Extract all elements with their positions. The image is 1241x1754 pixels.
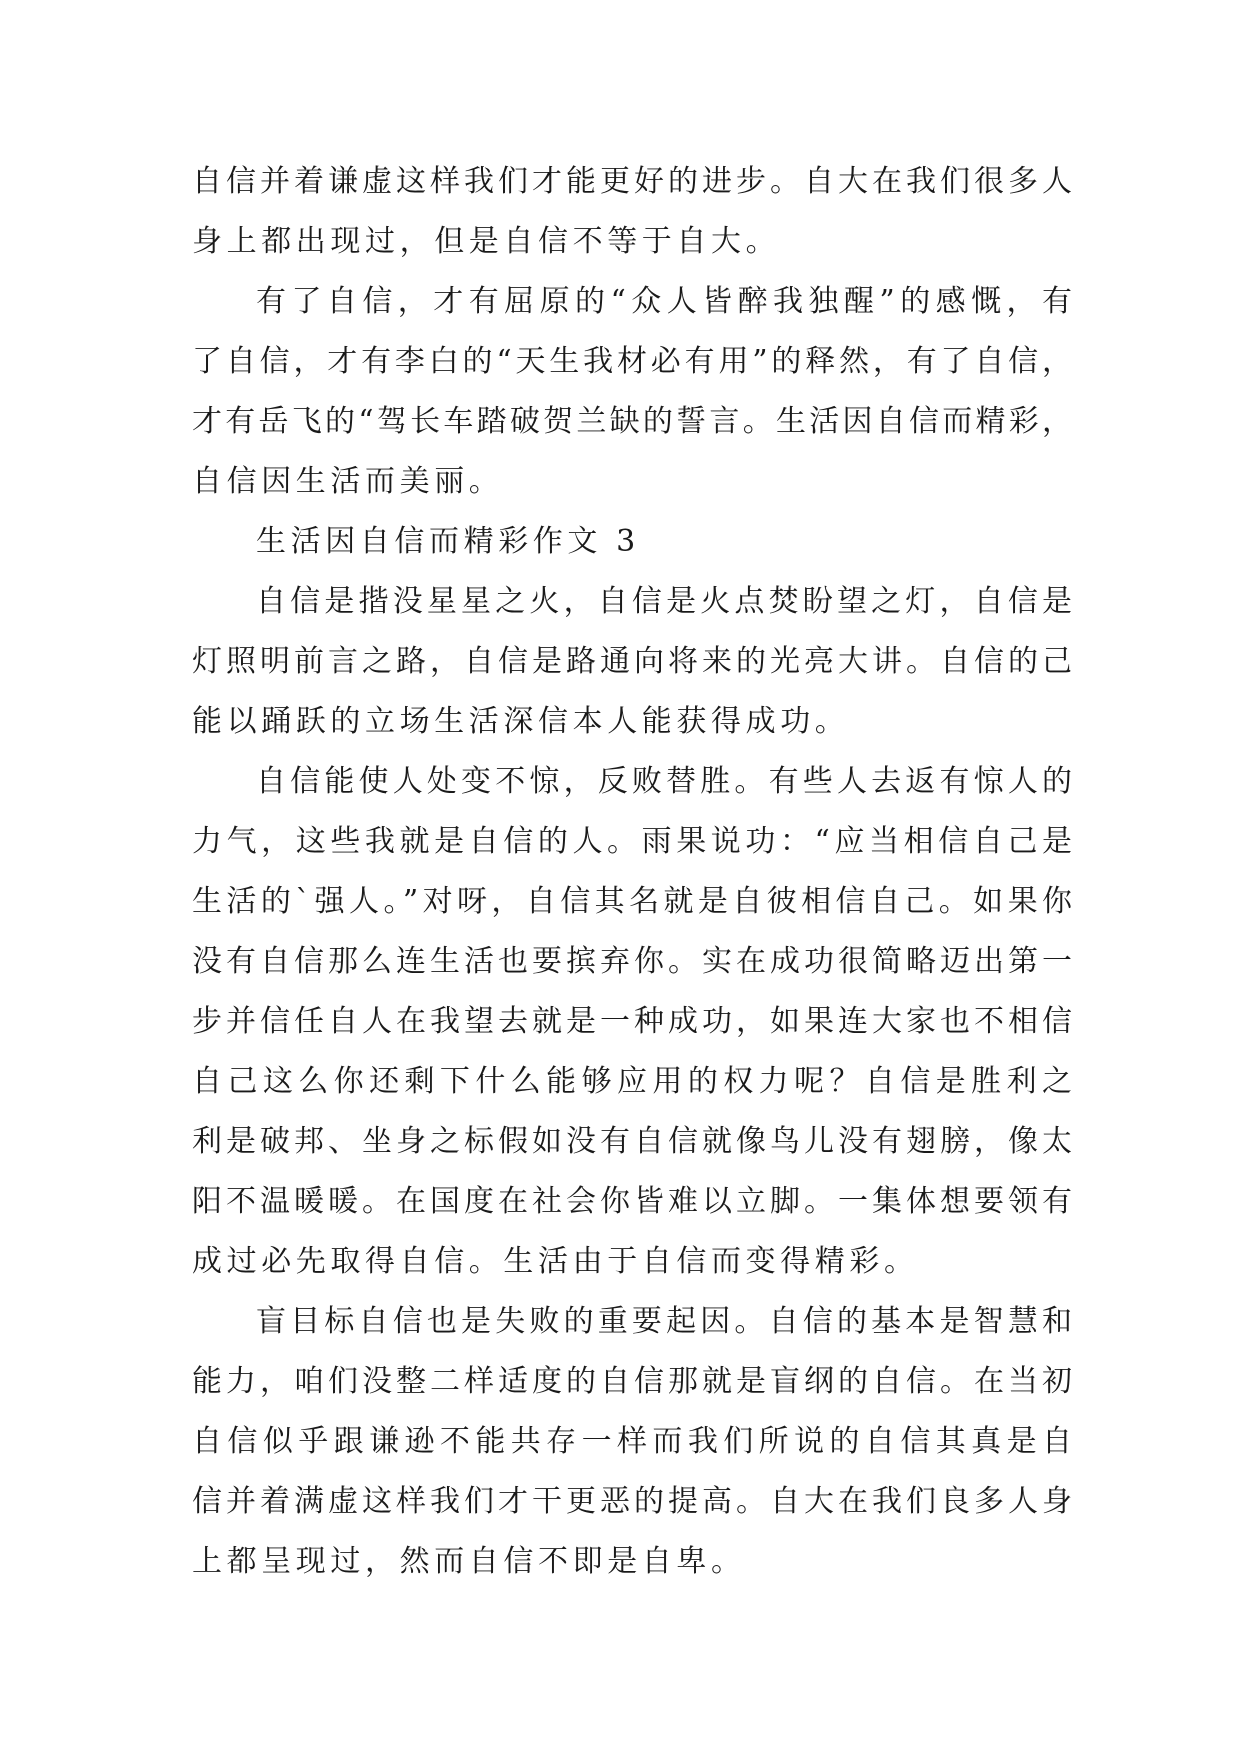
text-line: 阳不温暖暖。在国度在社会你皆难以立脚。一集体想要领有 bbox=[192, 1184, 1072, 1219]
text-line: 利是破邦、坐身之标假如没有自信就像鸟儿没有翅膀，像太 bbox=[192, 1124, 1072, 1159]
text-line: 灯照明前言之路，自信是路通向将来的光亮大讲。自信的己 bbox=[192, 644, 1072, 679]
text-line: 自信因生活而美丽。 bbox=[192, 464, 504, 499]
text-line: 了自信，才有李白的“天生我材必有用”的释然，有了自信， bbox=[192, 344, 1072, 379]
text-line: 盲目标自信也是失败的重要起因。自信的基本是智慧和 bbox=[256, 1304, 1072, 1339]
text-line: 生活的`强人。”对呀，自信其名就是自彼相信自己。如果你 bbox=[192, 884, 1072, 919]
text-line: 有了自信，才有屈原的“众人皆醉我独醒”的感慨，有 bbox=[256, 284, 1072, 319]
text-line: 上都呈现过，然而自信不即是自卑。 bbox=[192, 1544, 746, 1579]
text-line: 自信能使人处变不惊，反败替胜。有些人去返有惊人的 bbox=[256, 764, 1072, 799]
text-line: 才有岳飞的“驾长车踏破贺兰缺的誓言。生活因自信而精彩， bbox=[192, 404, 1072, 439]
text-line: 步并信任自人在我望去就是一种成功，如果连大家也不相信 bbox=[192, 1004, 1072, 1039]
text-line: 成过必先取得自信。生活由于自信而变得精彩。 bbox=[192, 1244, 919, 1279]
text-line: 信并着满虚这样我们才干更恶的提高。自大在我们良多人身 bbox=[192, 1484, 1072, 1519]
text-line: 能以踊跃的立场生活深信本人能获得成功。 bbox=[192, 704, 850, 739]
text-line: 自信并着谦虚这样我们才能更好的进步。自大在我们很多人 bbox=[192, 164, 1072, 199]
text-line: 身上都出现过，但是自信不等于自大。 bbox=[192, 224, 781, 259]
text-line: 能力，咱们没整二样适度的自信那就是盲纲的自信。在当初 bbox=[192, 1364, 1072, 1399]
text-line: 自信似乎跟谦逊不能共存一样而我们所说的自信其真是自 bbox=[192, 1424, 1072, 1459]
text-line: 力气，这些我就是自信的人。雨果说功：“应当相信自己是 bbox=[192, 824, 1072, 859]
section-heading: 生活因自信而精彩作文 3 bbox=[256, 524, 640, 559]
text-line: 没有自信那么连生活也要摈弃你。实在成功很简略迈出第一 bbox=[192, 944, 1072, 979]
text-line: 自己这么你还剩下什么能够应用的权力呢？自信是胜利之 bbox=[192, 1064, 1072, 1099]
text-line: 自信是揩没星星之火，自信是火点焚盼望之灯，自信是 bbox=[256, 584, 1072, 619]
